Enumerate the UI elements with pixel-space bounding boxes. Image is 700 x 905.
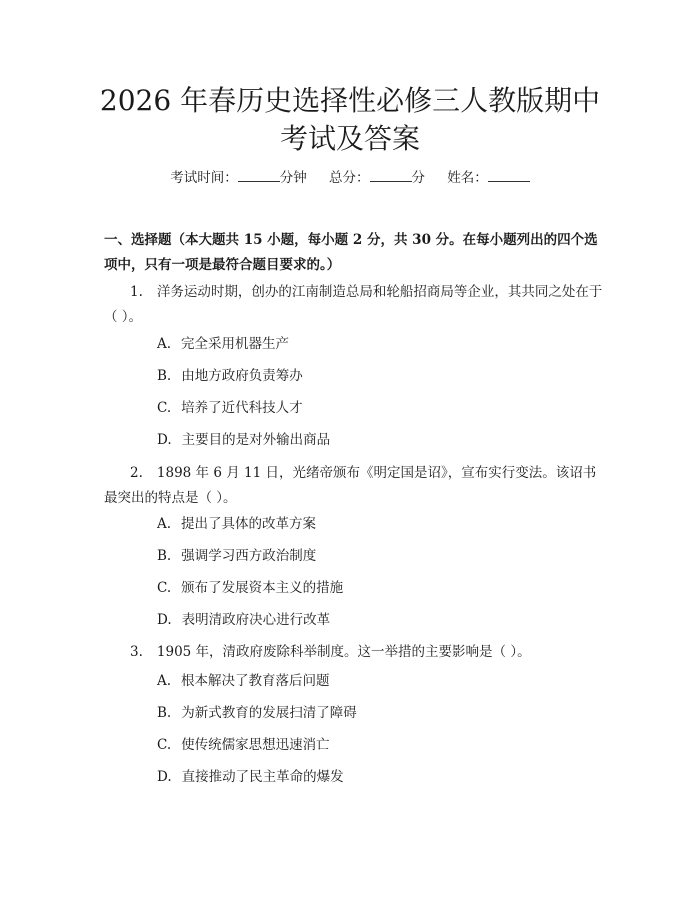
question-text: 洋务运动时期，创办的江南制造总局和轮船招商局等企业，其共同之处在于（ ）。	[104, 284, 603, 325]
option-text: 培养了近代科技人才	[181, 400, 303, 416]
option-3c	[157, 735, 597, 755]
option-3d	[157, 767, 597, 787]
option-2d	[157, 610, 597, 630]
option-1d	[157, 430, 597, 450]
option-letter: A.	[157, 516, 172, 532]
exam-time-unit: 分钟	[279, 170, 307, 186]
option-letter: A.	[157, 673, 172, 689]
question-2	[104, 461, 604, 511]
option-1a	[157, 334, 597, 354]
total-score-label: 总分：	[329, 170, 370, 186]
exam-time-field	[170, 170, 311, 186]
option-2b	[157, 546, 597, 566]
option-letter: A.	[157, 336, 172, 352]
question-1	[104, 280, 604, 330]
option-text: 主要目的是对外输出商品	[181, 432, 331, 448]
option-text: 完全采用机器生产	[181, 336, 290, 352]
option-2a	[157, 514, 597, 534]
option-text: 根本解决了教育落后问题	[181, 673, 330, 689]
student-name-blank	[488, 169, 530, 182]
total-score-blank	[370, 169, 412, 182]
option-letter: D.	[157, 432, 172, 448]
option-3a	[157, 671, 597, 691]
total-score-unit: 分	[411, 170, 425, 186]
option-letter: B.	[157, 368, 172, 384]
student-name-field	[447, 170, 530, 186]
option-letter: C.	[157, 400, 172, 416]
option-text: 提出了具体的改革方案	[181, 516, 317, 532]
document-title: 2026 年春历史选择性必修三人教版期中考试及答案	[99, 84, 601, 155]
student-name-label: 姓名：	[447, 170, 488, 186]
option-letter: C.	[157, 737, 172, 753]
option-letter: B.	[157, 705, 172, 721]
option-letter: D.	[157, 612, 172, 628]
option-text: 表明清政府决心进行改革	[181, 612, 331, 628]
option-text: 使传统儒家思想迅速消亡	[181, 737, 330, 753]
option-letter: C.	[157, 580, 172, 596]
question-number: 1.	[130, 284, 143, 300]
option-letter: D.	[157, 769, 172, 785]
question-text: 1898 年 6 月 11 日，光绪帝颁布《明定国是诏》，宣布实行变法。该诏书最突出的特点是（ ）。	[104, 465, 597, 506]
question-number: 2.	[130, 465, 143, 481]
option-1b	[157, 366, 597, 386]
exam-time-label: 考试时间：	[170, 170, 238, 186]
option-letter: B.	[157, 548, 172, 564]
option-1c	[157, 398, 597, 418]
option-text: 强调学习西方政治制度	[181, 548, 317, 564]
option-2c	[157, 578, 597, 598]
exam-meta-line	[0, 168, 700, 188]
question-3	[104, 640, 604, 665]
option-text: 为新式教育的发展扫清了障碍	[181, 705, 357, 721]
exam-time-blank	[238, 169, 280, 182]
question-number: 3.	[130, 644, 143, 660]
option-text: 由地方政府负责筹办	[181, 368, 303, 384]
option-text: 颁布了发展资本主义的措施	[181, 580, 344, 596]
question-text: 1905 年，清政府废除科举制度。这一举措的主要影响是（ ）。	[156, 644, 531, 660]
option-3b	[157, 703, 597, 723]
total-score-field	[329, 170, 429, 186]
option-text: 直接推动了民主革命的爆发	[181, 769, 344, 785]
section-heading: 一、选择题（本大题共 15 小题，每小题 2 分，共 30 分。在每小题列出的四个选项中，只有一项是最符合题目要求的。）	[104, 232, 598, 273]
